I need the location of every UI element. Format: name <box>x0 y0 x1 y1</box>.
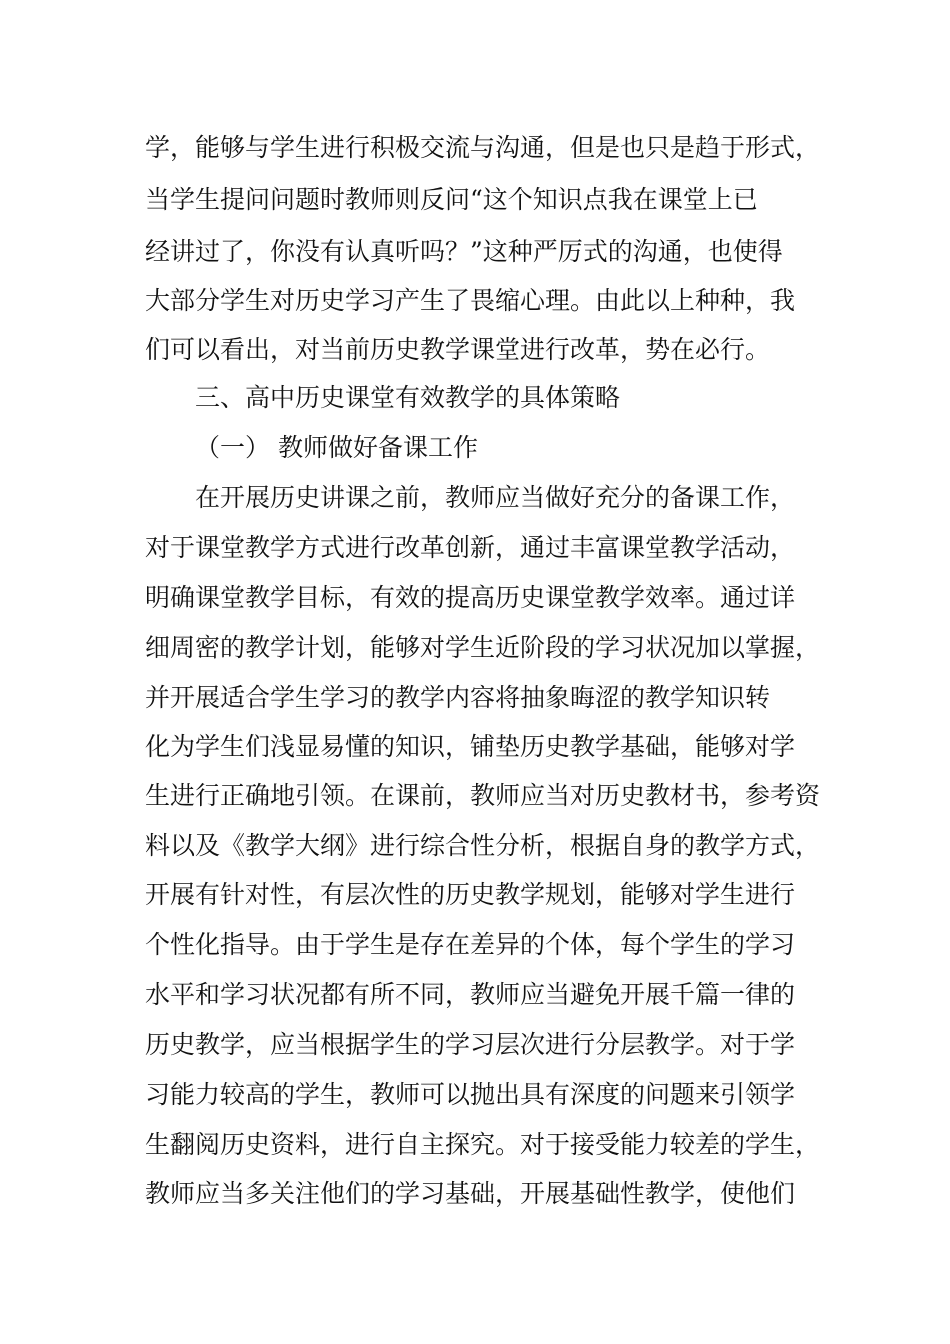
text-line: 对于课堂教学方式进行改革创新，通过丰富课堂教学活动， <box>145 533 796 562</box>
text-line: 经讲过了，你没有认真听吗？”这种严厉式的沟通，也使得 <box>145 237 783 266</box>
text-line: 化为学生们浅显易懂的知识，铺垫历史教学基础，能够对学 <box>145 732 796 761</box>
text-line: 们可以看出，对当前历史教学课堂进行改革，势在必行。 <box>145 335 771 364</box>
text-line: 细周密的教学计划，能够对学生近阶段的学习状况加以掌握， <box>145 633 821 662</box>
text-line: 习能力较高的学生，教师可以抛出具有深度的问题来引领学 <box>145 1080 796 1109</box>
text-line: 水平和学习状况都有所不同，教师应当避免开展千篇一律的 <box>145 980 796 1009</box>
section-heading: 三、高中历史课堂有效教学的具体策略 <box>195 383 621 412</box>
text-line: 个性化指导。由于学生是存在差异的个体，每个学生的学习 <box>145 930 796 959</box>
text-line: 大部分学生对历史学习产生了畏缩心理。由此以上种种，我 <box>145 286 796 315</box>
subsection-heading: （一） 教师做好备课工作 <box>195 433 478 462</box>
text-line: 并开展适合学生学习的教学内容将抽象晦涩的教学知识转 <box>145 683 771 712</box>
text-line: 学，能够与学生进行积极交流与沟通，但是也只是趋于形式， <box>145 133 821 162</box>
text-line: 教师应当多关注他们的学习基础，开展基础性教学，使他们 <box>145 1179 796 1208</box>
text-line: 当学生提问问题时教师则反问“这个知识点我在课堂上已 <box>145 185 758 214</box>
text-line: 生翻阅历史资料，进行自主探究。对于接受能力较差的学生， <box>145 1130 821 1159</box>
text-line: 生进行正确地引领。在课前，教师应当对历史教材书，参考资 <box>145 781 821 810</box>
text-line: 开展有针对性，有层次性的历史教学规划，能够对学生进行 <box>145 880 796 909</box>
text-line: 历史教学，应当根据学生的学习层次进行分层教学。对于学 <box>145 1030 796 1059</box>
paragraph-first-line: 在开展历史讲课之前，教师应当做好充分的备课工作， <box>195 483 796 512</box>
text-line: 明确课堂教学目标，有效的提高历史课堂教学效率。通过详 <box>145 583 796 612</box>
text-line: 料以及《教学大纲》进行综合性分析，根据自身的教学方式， <box>145 831 821 860</box>
